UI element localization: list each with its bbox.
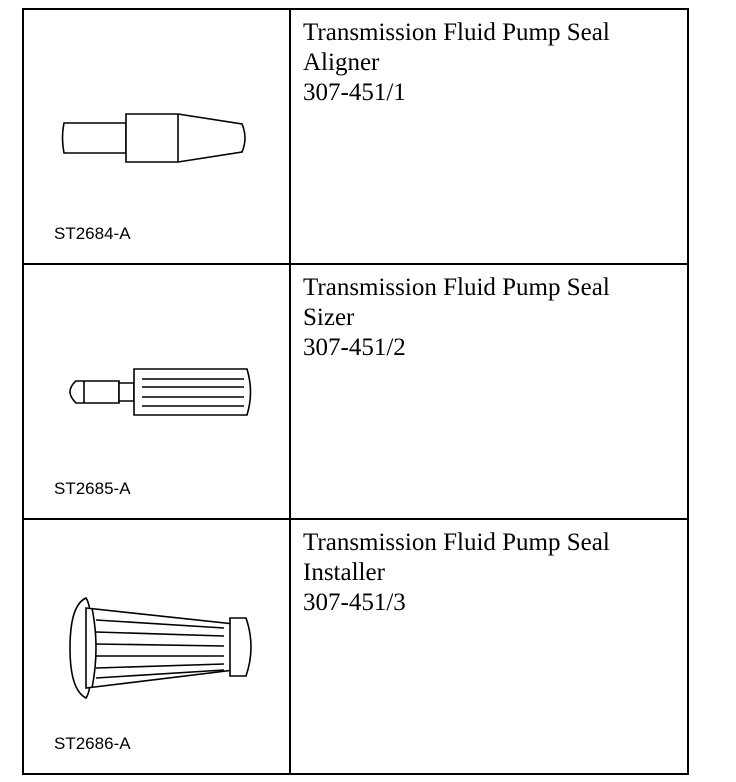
- tool-illustration-cell: [23, 519, 290, 774]
- tool-part-number: 307-451/3: [303, 589, 406, 616]
- tool-illustration-cell: [23, 264, 290, 519]
- tool-row-aligner: [23, 9, 688, 264]
- tool-name-line-2: Sizer: [303, 304, 355, 331]
- tool-description-cell: [290, 264, 688, 519]
- tool-name-line-2: Installer: [303, 559, 385, 586]
- tool-description-cell: [290, 9, 688, 264]
- illustration-code: ST2686-A: [54, 734, 131, 753]
- illustration-code: ST2684-A: [54, 224, 131, 243]
- tool-name-line-1: Transmission Fluid Pump Seal: [303, 529, 610, 556]
- tool-row-sizer: [23, 264, 688, 519]
- tool-row-installer: [23, 519, 688, 774]
- special-tools-table: [22, 8, 689, 775]
- tool-part-number: 307-451/2: [303, 334, 406, 361]
- tool-name-line-1: Transmission Fluid Pump Seal: [303, 274, 610, 301]
- illustration-code: ST2685-A: [54, 479, 131, 498]
- tool-name-line-2: Aligner: [303, 49, 380, 76]
- tool-illustration-cell: [23, 9, 290, 264]
- tool-description-cell: [290, 519, 688, 774]
- tool-name-line-1: Transmission Fluid Pump Seal: [303, 19, 610, 46]
- tool-part-number: 307-451/1: [303, 79, 406, 106]
